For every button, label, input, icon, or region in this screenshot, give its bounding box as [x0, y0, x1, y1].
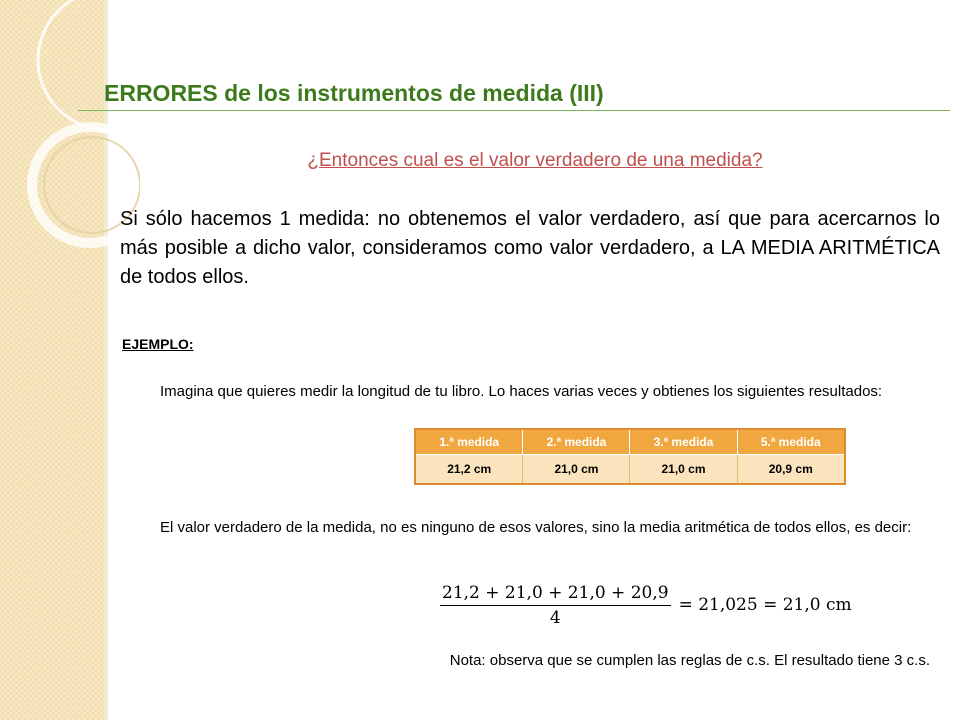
table-cell: 20,9 cm: [737, 455, 845, 485]
table-header-row: [415, 429, 845, 455]
example-paragraph-2: El valor verdadero de la medida, no es ninguno de esos valores, sino la media aritmética de todos ellos, es decir:: [160, 519, 912, 536]
formula-fraction: [440, 583, 671, 628]
section-question: ¿Entonces cual es el valor verdadero de una medida?: [307, 150, 763, 171]
page-title: ERRORES de los instrumentos de medida (III): [104, 80, 604, 106]
table-cell: 21,0 cm: [630, 455, 737, 485]
note-text: Nota: observa que se cumplen las reglas de c.s. El resultado tiene 3 c.s.: [449, 652, 930, 669]
table-header: 1.ª medida: [415, 429, 523, 455]
formula-numerator: 21,2 + 21,0 + 21,0 + 20,9: [440, 583, 671, 606]
table-header: 3.ª medida: [630, 429, 737, 455]
example-label: EJEMPLO:: [122, 336, 194, 352]
decorative-circles: [0, 0, 140, 260]
table-header: 5.ª medida: [737, 429, 845, 455]
mean-formula: [440, 580, 852, 630]
measurements-table: [414, 428, 846, 485]
intro-paragraph: Si sólo hacemos 1 medida: no obtenemos el valor verdadero, así que para acercarnos lo más posible a dicho valor, consideramos como valor verdadero, a LA MEDIA ARITMÉTICA de todos ellos.: [120, 208, 940, 288]
example-paragraph-1: Imagina que quieres medir la longitud de tu libro. Lo haces varias veces y obtienes los siguientes resultados:: [160, 383, 883, 400]
formula-denominator: 4: [549, 607, 561, 628]
table-cell: 21,0 cm: [523, 455, 630, 485]
table-header: 2.ª medida: [523, 429, 630, 455]
formula-result: = 21,025 = 21,0 cm: [678, 595, 852, 615]
title-divider: [78, 110, 950, 111]
table-cell: 21,2 cm: [415, 455, 523, 485]
table-row: [415, 455, 845, 485]
